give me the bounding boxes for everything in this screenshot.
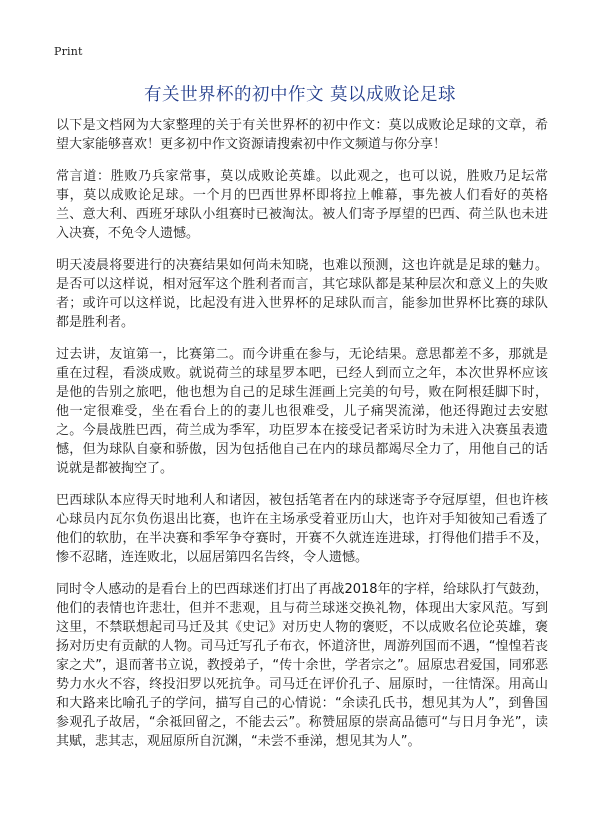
paragraph-5: 同时令人感动的是看台上的巴西球迷们打出了再战2018年的字样，给球队打气鼓劲，他们的表情也许悲壮，但并不悲观，且与荷兰球迷交换礼物，体现出大家风范。写到这里，不禁联想起司马迁及其《史记》对历史人物的褒贬，不以成败名位论英雄，褒扬对历史有贡献的人物。司马迁写孔子布衣，怀道济世，周游列国而不遇，“惶惶若丧家之犬”，退而著书立说，教授弟子，“传十余世，学者宗之”。屈原忠君爱国，同邪恶势力水火不容，终投汨罗以死抗争。司马迁在评价孔子、屈原时，一往情深。用高山和大路来比喻孔子的学问，描写自己的心情说：“余读孔氏书，想见其为人”，到鲁国参观孔子故居，“余祗回留之，不能去云”。称赞屈原的崇高品德可“与日月争光”，读其赋，悲其志，观屈原所自沉渊，“未尝不垂涕，想见其为人”。 — [56, 582, 548, 749]
article-body — [56, 116, 548, 764]
print-link[interactable]: Print — [54, 45, 83, 58]
paragraph-intro: 以下是文档网为大家整理的关于有关世界杯的初中作文：莫以成败论足球的文章，希望大家能够喜欢！更多初中作文资源请搜索初中作文频道与你分享！ — [56, 118, 548, 152]
paragraph-4: 巴西球队本应得天时地利人和诸因，被包括笔者在内的球迷寄予夺冠厚望，但也许核心球员内瓦尔负伤退出比赛，也许在主场承受着亚历山大，也许对手知彼知己看透了他们的软肋，在半决赛和季军争夺赛时，开赛不久就连连进球，打得他们措手不及，惨不忍睹，连连败北，以屈居第四名告终，令人遗憾。 — [56, 493, 548, 565]
paragraph-1: 常言道：胜败乃兵家常事，莫以成败论英雄。以此观之，也可以说，胜败乃足坛常事，莫以成败论足球。一个月的巴西世界杯即将拉上帷幕，事先被人们看好的英格兰、意大利、西班牙球队小组赛时已被淘汰。被人们寄予厚望的巴西、荷兰队也未进入决赛，不免令人遗憾。 — [56, 169, 548, 241]
paragraph-3: 过去讲，友谊第一，比赛第二。而今讲重在参与，无论结果。意思都差不多，那就是重在过程，看淡成败。就说荷兰的球星罗本吧，已经人到而立之年，本次世界杯应该是他的告别之旅吧，他也想为自己的足球生涯画上完美的句号，败在阿根廷脚下时，他一定很难受，坐在看台上的的妻儿也很难受，儿子痛哭流涕，他还得跑过去安慰之。今晨战胜巴西，荷兰成为季军，功臣罗本在接受记者采访时为未进入决赛虽表遗憾，但为球队自豪和骄傲，因为包括他自己在内的球员都竭尽全力了，用他自己的话说就是都被掏空了。 — [56, 347, 548, 476]
page-title: 有关世界杯的初中作文 莫以成败论足球 — [143, 85, 457, 105]
paragraph-2: 明天凌晨将要进行的决赛结果如何尚未知晓，也难以预测，这也许就是足球的魅力。是否可以这样说，相对冠军这个胜利者而言，其它球队都是某种层次和意义上的失败者；或许可以这样说，比起没有进入世界杯的足球队而言，能参加世界杯比赛的球队都是胜利者。 — [56, 258, 548, 330]
